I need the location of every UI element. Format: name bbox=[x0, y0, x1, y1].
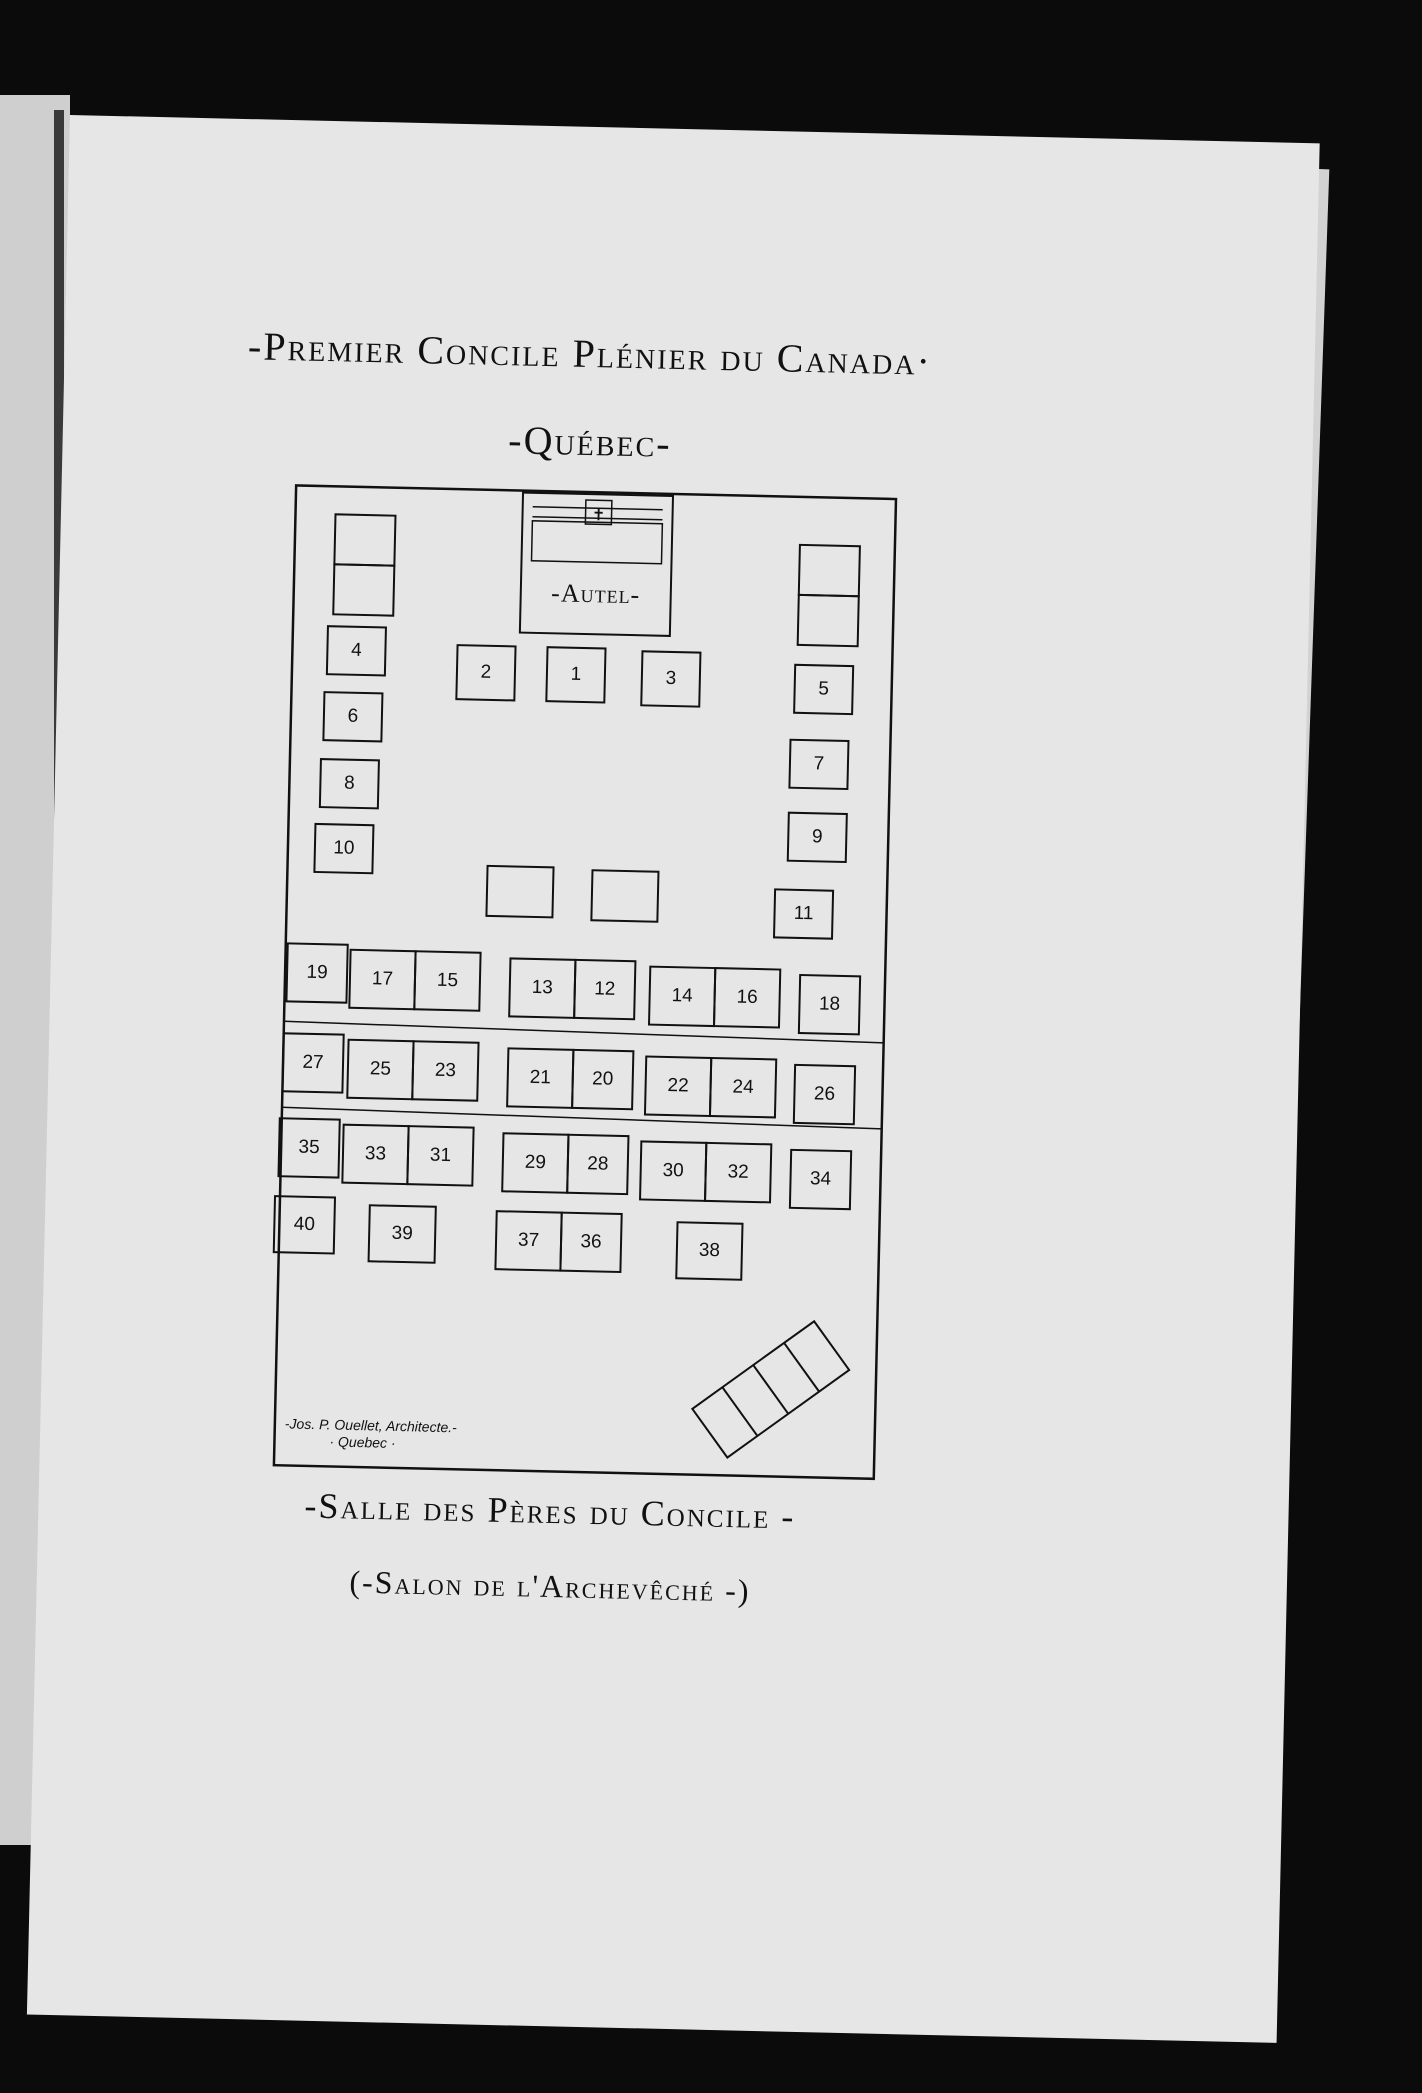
seat-number: 11 bbox=[793, 902, 814, 925]
seat-number: 13 bbox=[531, 976, 554, 999]
altar-table bbox=[531, 521, 662, 564]
seat-number: 34 bbox=[809, 1168, 832, 1190]
seat-number: 38 bbox=[698, 1239, 721, 1262]
seat-number: 15 bbox=[436, 969, 459, 992]
seat-number: 18 bbox=[818, 993, 841, 1015]
seat-number: 22 bbox=[667, 1075, 689, 1097]
staircase bbox=[692, 1321, 849, 1457]
seat-number: 37 bbox=[517, 1229, 540, 1252]
seat-number: 8 bbox=[343, 772, 355, 794]
seat-number: 10 bbox=[333, 837, 355, 859]
document-title: -Premier Concile Plénier du Canada· bbox=[247, 323, 933, 384]
altar-label: -Autel- bbox=[550, 578, 641, 610]
architect-credit: -Jos. P. Ouellet, Architecte.- bbox=[284, 1415, 457, 1436]
seat-number: 16 bbox=[736, 986, 758, 1009]
seat-number: 25 bbox=[369, 1058, 392, 1080]
seat-number: 2 bbox=[480, 661, 492, 683]
seat-number: 20 bbox=[591, 1068, 614, 1090]
cross-icon: ✝ bbox=[591, 507, 606, 525]
seat-number: 29 bbox=[524, 1151, 547, 1174]
seat-number: 39 bbox=[391, 1222, 414, 1245]
seat-number: 40 bbox=[293, 1213, 316, 1236]
seat-number: 17 bbox=[371, 968, 394, 990]
seat-number: 26 bbox=[813, 1083, 836, 1105]
plan-caption: -Salle des Pères du Concile - bbox=[304, 1485, 796, 1537]
seat-number: 12 bbox=[593, 978, 616, 1000]
seat-number: 28 bbox=[587, 1153, 609, 1175]
seat-number: 5 bbox=[818, 678, 830, 700]
seat-number: 3 bbox=[665, 667, 677, 690]
document-subtitle: -Québec- bbox=[507, 417, 673, 466]
side-bench bbox=[334, 514, 395, 565]
plan-subcaption: (-Salon de l'Archevêché -) bbox=[349, 1563, 751, 1609]
seat-number: 21 bbox=[529, 1066, 552, 1089]
seat-number: 33 bbox=[364, 1143, 387, 1165]
seat-number: 6 bbox=[347, 705, 359, 727]
side-bench bbox=[799, 545, 860, 596]
seat-number: 14 bbox=[671, 985, 693, 1007]
seat-number: 19 bbox=[306, 961, 328, 984]
seat-number: 27 bbox=[302, 1051, 324, 1074]
seat-number: 31 bbox=[429, 1144, 452, 1167]
architect-city: · Quebec · bbox=[329, 1433, 396, 1451]
seat-number: 4 bbox=[350, 639, 362, 661]
side-bench bbox=[798, 595, 859, 646]
side-bench bbox=[333, 564, 394, 615]
seat-number: 23 bbox=[434, 1059, 457, 1082]
seat-number: 9 bbox=[811, 826, 823, 848]
seat-number: 24 bbox=[732, 1076, 754, 1098]
seat-number: 36 bbox=[580, 1231, 602, 1253]
desk bbox=[486, 866, 553, 917]
seat-number: 7 bbox=[813, 753, 825, 775]
seat-number: 30 bbox=[662, 1159, 685, 1182]
seat-number: 32 bbox=[727, 1161, 749, 1183]
desk bbox=[591, 870, 658, 921]
seat-number: 1 bbox=[570, 663, 582, 685]
seat-number: 35 bbox=[298, 1136, 320, 1159]
